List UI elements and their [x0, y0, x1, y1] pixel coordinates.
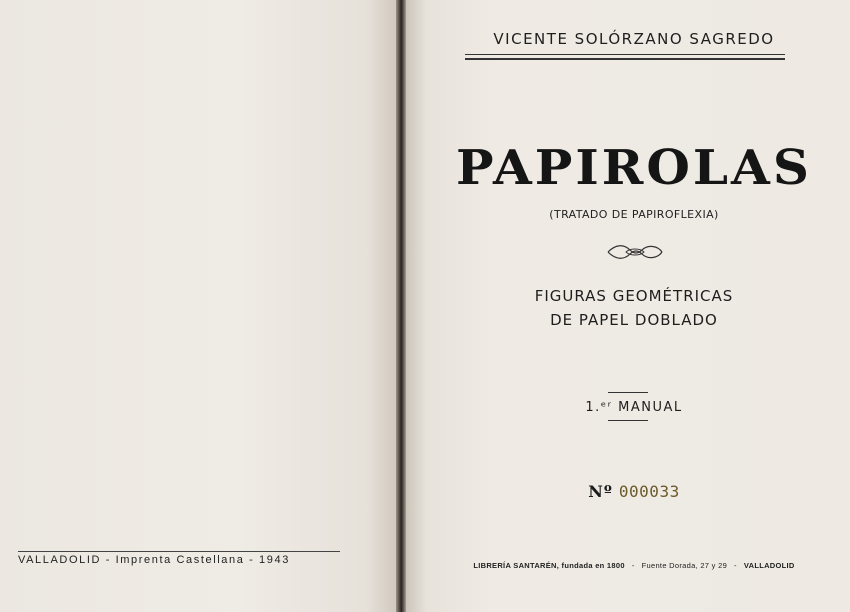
- manual-rule-bottom: [608, 420, 648, 421]
- publisher-line: [404, 561, 850, 570]
- figures-heading: [404, 284, 850, 332]
- publisher-address: Fuente Dorada, 27 y 29: [641, 561, 728, 570]
- flourish-ornament-icon: [606, 242, 664, 262]
- publisher-separator: -: [631, 561, 635, 570]
- copy-number: [404, 482, 850, 501]
- manual-label: 1.ᵉʳ MANUAL: [585, 400, 683, 415]
- imprint-line: VALLADOLID - Imprenta Castellana - 1943: [18, 554, 290, 566]
- author-rule-thick: [465, 58, 785, 60]
- left-page: [0, 0, 398, 612]
- author-name: VICENTE SOLÓRZANO SAGREDO: [493, 30, 775, 48]
- book-title: PAPIROLAS: [456, 139, 812, 196]
- publisher-city: VALLADOLID: [743, 561, 795, 570]
- manual-rule-top: [608, 392, 648, 393]
- figures-line-1: FIGURAS GEOMÉTRICAS: [534, 287, 734, 305]
- book-subtitle: (TRATADO DE PAPIROFLEXIA): [549, 208, 719, 221]
- publisher-name: LIBRERÍA SANTARÉN, fundada en 1800: [473, 561, 625, 570]
- number-value: 000033: [618, 482, 680, 501]
- imprint-rule: [18, 551, 340, 552]
- number-sign: Nº: [588, 482, 613, 501]
- figures-line-2: DE PAPEL DOBLADO: [550, 311, 718, 329]
- author-rule-thin: [465, 54, 785, 55]
- publisher-separator: -: [734, 561, 737, 570]
